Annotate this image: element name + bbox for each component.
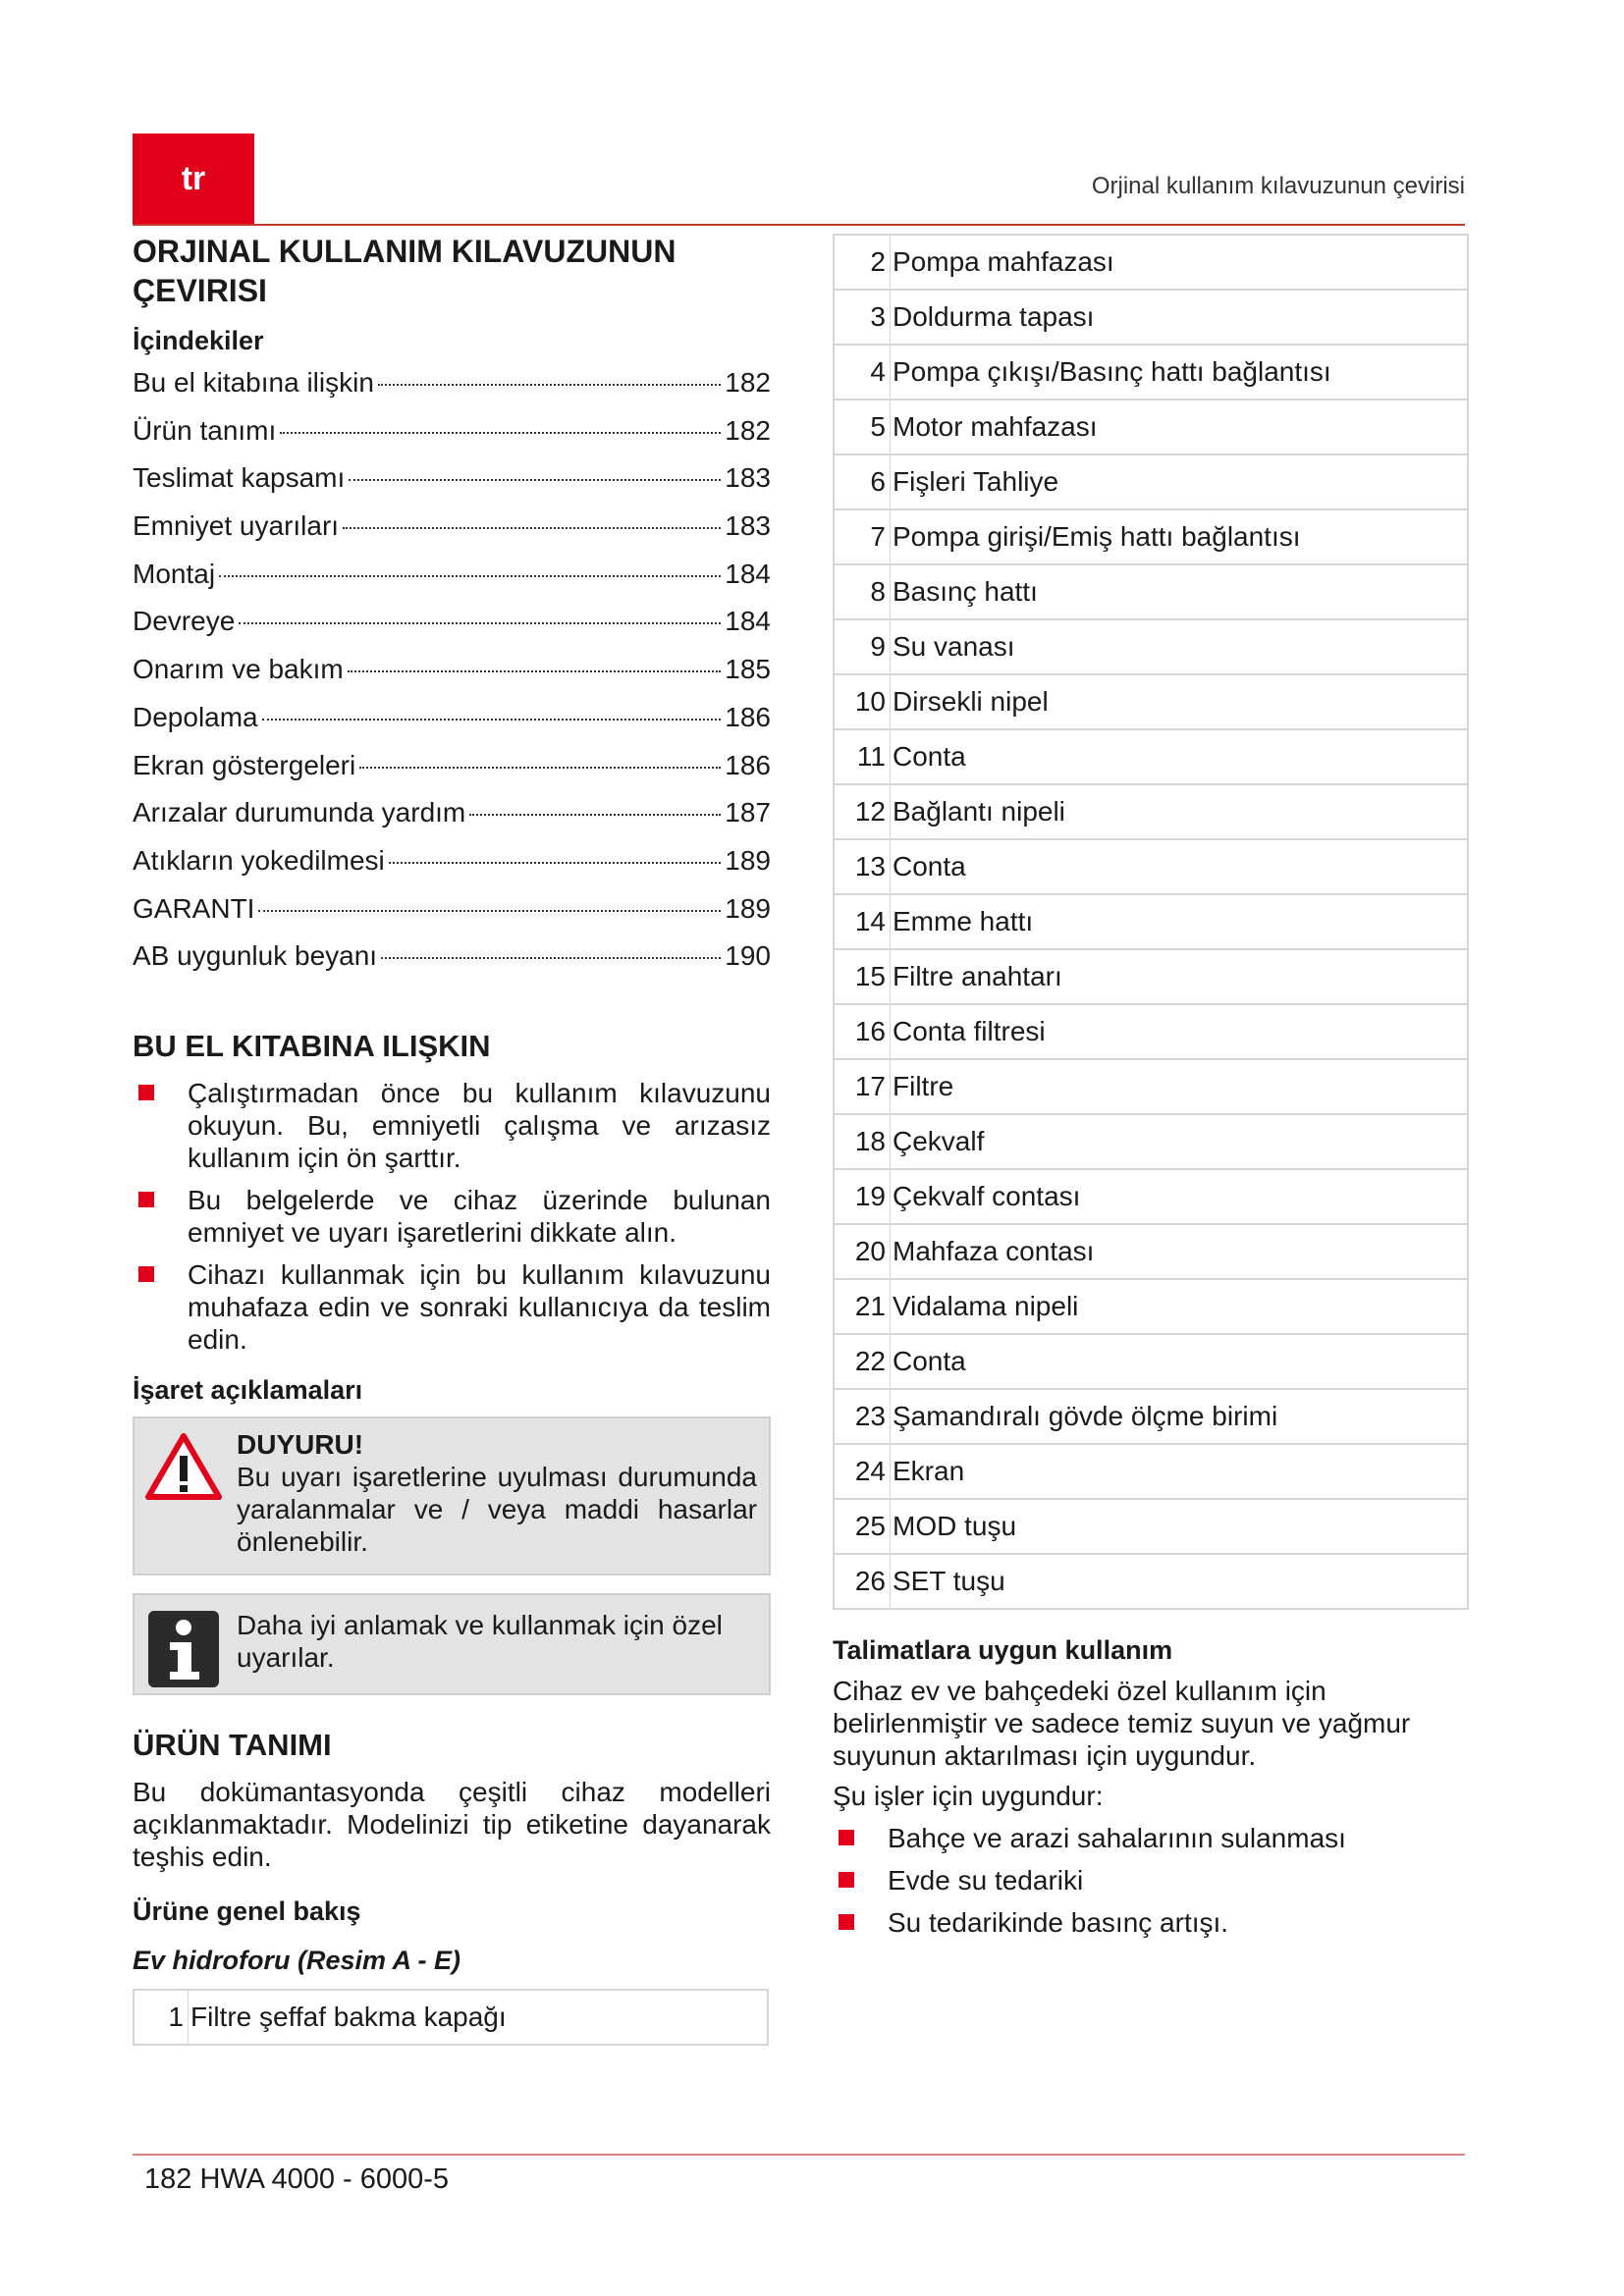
part-label: Fişleri Tahliye	[891, 454, 1469, 509]
part-row	[834, 564, 1468, 619]
toc-item-label: AB uygunluk beyanı	[133, 940, 378, 972]
warning-title: DUYURU!	[237, 1428, 364, 1460]
part-number: 22	[834, 1334, 891, 1389]
part-label: MOD tuşu	[891, 1499, 1469, 1554]
part-number: 18	[834, 1114, 891, 1169]
part-label: Filtre	[891, 1059, 1469, 1114]
toc-item-label: Ekran göstergeleri	[133, 749, 356, 780]
part-row	[834, 1224, 1468, 1279]
bullet-text: Evde su tedariki	[888, 1865, 1084, 1896]
part-label: Ekran	[891, 1444, 1469, 1499]
part-number: 6	[834, 454, 891, 509]
info-notice	[133, 1593, 771, 1695]
toc-leader-dots	[348, 670, 722, 672]
part-row	[834, 1554, 1468, 1609]
part-number: 20	[834, 1224, 891, 1279]
running-header: Orjinal kullanım kılavuzunun çevirisi	[1091, 173, 1465, 199]
toc-item-label: Onarım ve bakım	[133, 654, 344, 685]
part-number: 8	[834, 564, 891, 619]
left-column	[133, 232, 771, 2046]
toc-item-page: 185	[725, 654, 771, 685]
footer-divider	[133, 2154, 1465, 2156]
part-number: 1	[134, 1990, 189, 2045]
model-heading: Ev hidroforu (Resim A - E)	[133, 1945, 461, 1975]
red-square-bullet-icon	[138, 1266, 154, 1282]
part-row	[834, 619, 1468, 674]
part-row	[834, 784, 1468, 839]
toc-item[interactable]	[133, 702, 771, 750]
part-row	[834, 290, 1468, 345]
toc-item-page: 182	[725, 367, 771, 398]
warning-triangle-icon	[144, 1432, 223, 1501]
toc-item-label: Ürün tanımı	[133, 414, 277, 446]
bullet-text: Bu belgelerde ve cihaz üzerinde bulunan emniyet ve uyarı işaretlerini dikkate alın.	[188, 1184, 771, 1248]
part-label: Çekvalf	[891, 1114, 1469, 1169]
part-label: Conta	[891, 729, 1469, 784]
part-row	[834, 674, 1468, 729]
part-number: 21	[834, 1279, 891, 1334]
part-number: 23	[834, 1389, 891, 1444]
bullet-item	[133, 1077, 771, 1174]
red-square-bullet-icon	[138, 1192, 154, 1207]
part-row	[834, 509, 1468, 564]
toc-item[interactable]	[133, 893, 771, 941]
toc-leader-dots	[381, 957, 721, 959]
product-text: Bu dokümantasyonda çeşitli cihaz modelleri açıklanmaktadır. Modelinizi tip etiketine dayanarak teşhis edin.	[133, 1776, 771, 1872]
toc-item-page: 190	[725, 940, 771, 972]
part-label: Pompa mahfazası	[891, 235, 1469, 290]
toc-leader-dots	[389, 862, 722, 864]
part-number: 14	[834, 894, 891, 949]
part-row	[834, 454, 1468, 509]
language-tab: tr	[133, 133, 254, 224]
part-label: Filtre anahtarı	[891, 949, 1469, 1004]
part-label: Filtre şeffaf bakma kapağı	[189, 1990, 769, 2045]
part-label: Basınç hattı	[891, 564, 1469, 619]
warning-notice	[133, 1416, 771, 1575]
bullet-text: Çalıştırmadan önce bu kullanım kılavuzunu okuyun. Bu, emniyetli çalışma ve arızasız kullanım için ön şarttır.	[188, 1077, 771, 1173]
toc-heading: İçindekiler	[133, 326, 264, 355]
part-row	[834, 1059, 1468, 1114]
part-row	[834, 949, 1468, 1004]
toc-item-label: Montaj	[133, 558, 216, 589]
part-number: 13	[834, 839, 891, 894]
toc-item-page: 184	[725, 606, 771, 637]
part-row	[834, 400, 1468, 454]
bullet-item	[133, 1184, 771, 1249]
page-footer: 182 HWA 4000 - 6000-5	[144, 2163, 450, 2195]
toc-item-label: Atıkların yokedilmesi	[133, 844, 385, 876]
toc-item-label: Arızalar durumunda yardım	[133, 797, 466, 828]
red-square-bullet-icon	[138, 1085, 154, 1100]
toc-item[interactable]	[133, 845, 771, 893]
about-bullet-list	[133, 1077, 771, 1356]
part-label: Conta	[891, 1334, 1469, 1389]
toc-item[interactable]	[133, 462, 771, 510]
toc-leader-dots	[262, 719, 722, 721]
toc-item[interactable]	[133, 940, 771, 988]
red-square-bullet-icon	[839, 1872, 854, 1888]
part-row	[834, 1114, 1468, 1169]
parts-table-left	[133, 1989, 769, 2046]
toc-leader-dots	[280, 432, 721, 434]
toc-item[interactable]	[133, 367, 771, 415]
bullet-item	[833, 1822, 1469, 1854]
toc-item[interactable]	[133, 750, 771, 798]
toc-leader-dots	[378, 384, 721, 386]
bullet-item	[833, 1906, 1469, 1939]
bullet-text: Cihazı kullanmak için bu kullanım kılavuzunu muhafaza edin ve sonraki kullanıcıya da teslim edin.	[188, 1258, 771, 1355]
product-heading: ÜRÜN TANIMI	[133, 1727, 332, 1762]
toc-item-label: Teslimat kapsamı	[133, 462, 346, 494]
part-row	[834, 729, 1468, 784]
part-row	[834, 894, 1468, 949]
bullet-text: Bahçe ve arazi sahalarının sulanması	[888, 1823, 1346, 1853]
part-number: 5	[834, 400, 891, 454]
red-square-bullet-icon	[839, 1914, 854, 1930]
toc-leader-dots	[343, 527, 721, 529]
part-number: 26	[834, 1554, 891, 1609]
toc-leader-dots	[219, 575, 721, 577]
part-number: 7	[834, 509, 891, 564]
toc-leader-dots	[258, 910, 721, 912]
part-label: Vidalama nipeli	[891, 1279, 1469, 1334]
overview-heading: Ürüne genel bakış	[133, 1896, 361, 1926]
warning-text: Bu uyarı işaretlerine uyulması durumunda yaralanmalar ve / veya maddi hasarlar önlenebilir.	[237, 1461, 757, 1557]
part-row	[834, 1444, 1468, 1499]
toc-item[interactable]	[133, 415, 771, 463]
part-label: Emme hattı	[891, 894, 1469, 949]
part-label: Motor mahfazası	[891, 400, 1469, 454]
toc-item[interactable]	[133, 654, 771, 702]
part-number: 10	[834, 674, 891, 729]
intended-use-bullet-list	[833, 1822, 1469, 1939]
part-number: 3	[834, 290, 891, 345]
part-row	[834, 235, 1468, 290]
part-label: Çekvalf contası	[891, 1169, 1469, 1224]
part-number: 17	[834, 1059, 891, 1114]
part-row	[834, 1499, 1468, 1554]
page-title: ORJINAL KULLANIM KILAVUZUNUN ÇEVIRISI	[133, 234, 677, 308]
bullet-item	[833, 1864, 1469, 1896]
part-row	[834, 1004, 1468, 1059]
toc-leader-dots	[349, 479, 721, 481]
part-row	[834, 345, 1468, 400]
toc-item-label: Emniyet uyarıları	[133, 510, 340, 542]
table-of-contents	[133, 367, 771, 988]
part-row	[834, 1279, 1468, 1334]
part-label: Doldurma tapası	[891, 290, 1469, 345]
toc-leader-dots	[469, 814, 721, 816]
suitable-for-text: Şu işler için uygundur:	[833, 1781, 1104, 1811]
toc-item-page: 189	[725, 892, 771, 924]
part-label: Conta filtresi	[891, 1004, 1469, 1059]
part-number: 19	[834, 1169, 891, 1224]
part-number: 12	[834, 784, 891, 839]
toc-item-page: 182	[725, 414, 771, 446]
part-row	[134, 1990, 768, 2045]
part-number: 16	[834, 1004, 891, 1059]
part-number: 25	[834, 1499, 891, 1554]
toc-item[interactable]	[133, 559, 771, 607]
part-label: Pompa girişi/Emiş hattı bağlantısı	[891, 509, 1469, 564]
bullet-item	[133, 1258, 771, 1356]
info-text: Daha iyi anlamak ve kullanmak için özel uyarılar.	[237, 1609, 723, 1673]
signs-heading: İşaret açıklamaları	[133, 1374, 363, 1405]
part-label: Su vanası	[891, 619, 1469, 674]
bullet-text: Su tedarikinde basınç artışı.	[888, 1907, 1229, 1938]
toc-item-page: 183	[725, 462, 771, 494]
toc-item[interactable]	[133, 797, 771, 845]
toc-item-page: 186	[725, 749, 771, 780]
info-icon	[148, 1611, 219, 1687]
part-row	[834, 1389, 1468, 1444]
header-divider	[133, 224, 1465, 226]
part-label: Bağlantı nipeli	[891, 784, 1469, 839]
part-number: 24	[834, 1444, 891, 1499]
toc-item-page: 189	[725, 844, 771, 876]
toc-item-page: 187	[725, 797, 771, 828]
part-number: 2	[834, 235, 891, 290]
toc-item[interactable]	[133, 606, 771, 654]
toc-leader-dots	[239, 622, 721, 624]
toc-leader-dots	[359, 767, 721, 769]
about-heading: BU EL KITABINA ILIŞKIN	[133, 1028, 491, 1063]
intended-use-heading: Talimatlara uygun kullanım	[833, 1635, 1173, 1665]
parts-table-right	[833, 234, 1469, 1610]
part-row	[834, 1169, 1468, 1224]
toc-item-label: Depolama	[133, 701, 258, 732]
part-number: 9	[834, 619, 891, 674]
toc-item-label: Bu el kitabına ilişkin	[133, 367, 374, 398]
part-label: Şamandıralı gövde ölçme birimi	[891, 1389, 1469, 1444]
toc-item[interactable]	[133, 510, 771, 559]
intended-use-text: Cihaz ev ve bahçedeki özel kullanım için belirlenmiştir ve sadece temiz suyun ve yağmur suyunun aktarılması için uygundur.	[833, 1676, 1411, 1771]
toc-item-page: 184	[725, 558, 771, 589]
toc-item-page: 186	[725, 701, 771, 732]
part-row	[834, 839, 1468, 894]
part-label: Mahfaza contası	[891, 1224, 1469, 1279]
part-label: SET tuşu	[891, 1554, 1469, 1609]
part-number: 4	[834, 345, 891, 400]
red-square-bullet-icon	[839, 1830, 854, 1845]
part-number: 15	[834, 949, 891, 1004]
part-label: Dirsekli nipel	[891, 674, 1469, 729]
right-column	[833, 234, 1469, 1956]
part-row	[834, 1334, 1468, 1389]
toc-item-label: Devreye	[133, 606, 236, 637]
toc-item-page: 183	[725, 510, 771, 542]
part-number: 11	[834, 729, 891, 784]
part-label: Pompa çıkışı/Basınç hattı bağlantısı	[891, 345, 1469, 400]
part-label: Conta	[891, 839, 1469, 894]
toc-item-label: GARANTI	[133, 892, 255, 924]
